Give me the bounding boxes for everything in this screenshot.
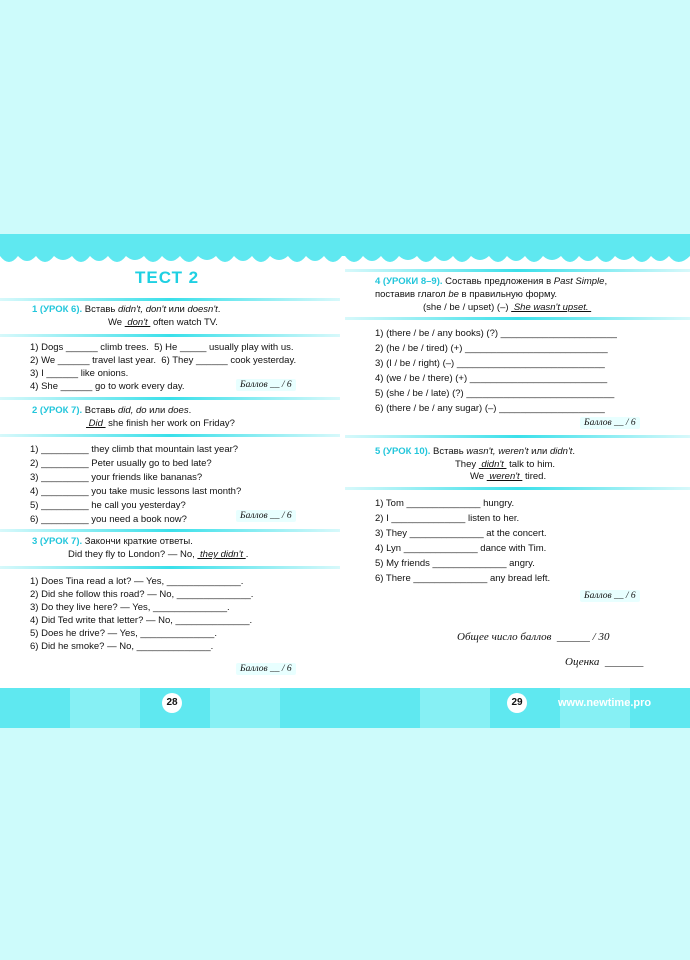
task-5-item: 2) I ______________ listen to her. bbox=[375, 513, 520, 524]
task-2-example: Did she finish her work on Friday? bbox=[86, 418, 235, 429]
top-wave-band bbox=[0, 234, 690, 270]
task-1-head: 1 (УРОК 6). bbox=[32, 304, 83, 315]
divider bbox=[0, 566, 340, 569]
task-1-item: 2) We ______ travel last year. 6) They ______ cook yesterday. bbox=[30, 355, 297, 366]
task-3-score: Баллов __ / 6 bbox=[236, 663, 296, 675]
task-4-example: (she / be / upset) (–) She wasn't upset. bbox=[423, 302, 592, 313]
task-2-item: 6) _________ you need a book now? bbox=[30, 514, 187, 525]
task-5-score: Баллов __ / 6 bbox=[580, 590, 640, 602]
task-3-item: 3) Do they live here? — Yes, ______________. bbox=[30, 602, 230, 613]
divider bbox=[0, 298, 340, 301]
task-5-item: 6) There ______________ any bread left. bbox=[375, 573, 551, 584]
task-2-item: 4) _________ you take music lessons last month? bbox=[30, 486, 242, 497]
task-5-example: We weren't tired. bbox=[470, 471, 547, 482]
divider bbox=[0, 334, 340, 337]
page-number-left: 28 bbox=[162, 693, 182, 713]
divider bbox=[345, 435, 690, 438]
task-2-item: 2) _________ Peter usually go to bed late? bbox=[30, 458, 212, 469]
book-spread bbox=[0, 234, 690, 728]
task-2-instruction: 2 (УРОК 7). Вставь did, do или does. bbox=[32, 405, 192, 416]
task-1-example: We don't often watch TV. bbox=[108, 317, 218, 328]
task-2-head: 2 (УРОК 7). bbox=[32, 405, 83, 416]
task-1-instruction: 1 (УРОК 6). Вставь didn't, don't или doesn't. bbox=[32, 304, 221, 315]
website-link[interactable]: www.newtime.pro bbox=[558, 697, 652, 709]
task-5-example: They didn't talk to him. bbox=[455, 459, 556, 470]
task-2-item: 1) _________ they climb that mountain last year? bbox=[30, 444, 239, 455]
task-4-item: 3) (I / be / right) (–) ____________________________ bbox=[375, 358, 605, 369]
task-2-item: 3) _________ your friends like bananas? bbox=[30, 472, 203, 483]
task-3-item: 5) Does he drive? — Yes, ______________. bbox=[30, 628, 217, 639]
task-4-instruction: 4 (УРОКИ 8–9). Составь предложения в Past Simple, bbox=[375, 276, 608, 287]
task-4-item: 1) (there / be / any books) (?) ______________________ bbox=[375, 328, 617, 339]
task-4-item: 5) (she / be / late) (?) ____________________________ bbox=[375, 388, 615, 399]
total-score: Общее число баллов ______ / 30 bbox=[457, 631, 610, 643]
task-2-score: Баллов __ / 6 bbox=[236, 510, 296, 522]
task-4-item: 6) (there / be / any sugar) (–) ____________________ bbox=[375, 403, 605, 414]
task-3-example: Did they fly to London? — No, they didn't . bbox=[68, 549, 249, 560]
task-1-item: 3) I ______ like onions. bbox=[30, 368, 129, 379]
task-4-instruction-line2: поставив глагол be в правильную форму. bbox=[375, 289, 558, 300]
task-4-score: Баллов __ / 6 bbox=[580, 417, 640, 429]
task-1-score: Баллов __ / 6 bbox=[236, 379, 296, 391]
task-3-item: 6) Did he smoke? — No, ______________. bbox=[30, 641, 214, 652]
task-3-item: 1) Does Tina read a lot? — Yes, ______________. bbox=[30, 576, 244, 587]
task-3-head: 3 (УРОК 7). bbox=[32, 536, 83, 547]
divider bbox=[345, 487, 690, 490]
task-1-item: 4) She ______ go to work every day. bbox=[30, 381, 185, 392]
task-1-item: 1) Dogs ______ climb trees. 5) He _____ usually play with us. bbox=[30, 342, 294, 353]
divider bbox=[345, 317, 690, 320]
task-5-head: 5 (УРОК 10). bbox=[375, 446, 431, 457]
divider bbox=[345, 269, 690, 272]
task-4-item: 2) (he / be / tired) (+) ___________________________ bbox=[375, 343, 608, 354]
page-number-right: 29 bbox=[507, 693, 527, 713]
task-4-head: 4 (УРОКИ 8–9). bbox=[375, 276, 443, 287]
task-5-item: 4) Lyn ______________ dance with Tim. bbox=[375, 543, 547, 554]
task-5-item: 1) Tom ______________ hungry. bbox=[375, 498, 515, 509]
task-5-instruction: 5 (УРОК 10). Вставь wasn't, weren't или didn't. bbox=[375, 446, 576, 457]
task-3-item: 4) Did Ted write that letter? — No, ______________. bbox=[30, 615, 253, 626]
divider bbox=[0, 434, 340, 437]
task-4-item: 4) (we / be / there) (+) __________________________ bbox=[375, 373, 608, 384]
task-2-item: 5) _________ he call you yesterday? bbox=[30, 500, 186, 511]
grade-field: Оценка _______ bbox=[565, 656, 644, 668]
page-title: ТЕСТ 2 bbox=[135, 268, 200, 287]
task-3-instruction: 3 (УРОК 7). Закончи краткие ответы. bbox=[32, 536, 193, 547]
task-5-item: 3) They ______________ at the concert. bbox=[375, 528, 547, 539]
task-5-item: 5) My friends ______________ angry. bbox=[375, 558, 535, 569]
divider bbox=[0, 529, 340, 532]
divider bbox=[0, 397, 340, 400]
task-3-item: 2) Did she follow this road? — No, ______________. bbox=[30, 589, 254, 600]
